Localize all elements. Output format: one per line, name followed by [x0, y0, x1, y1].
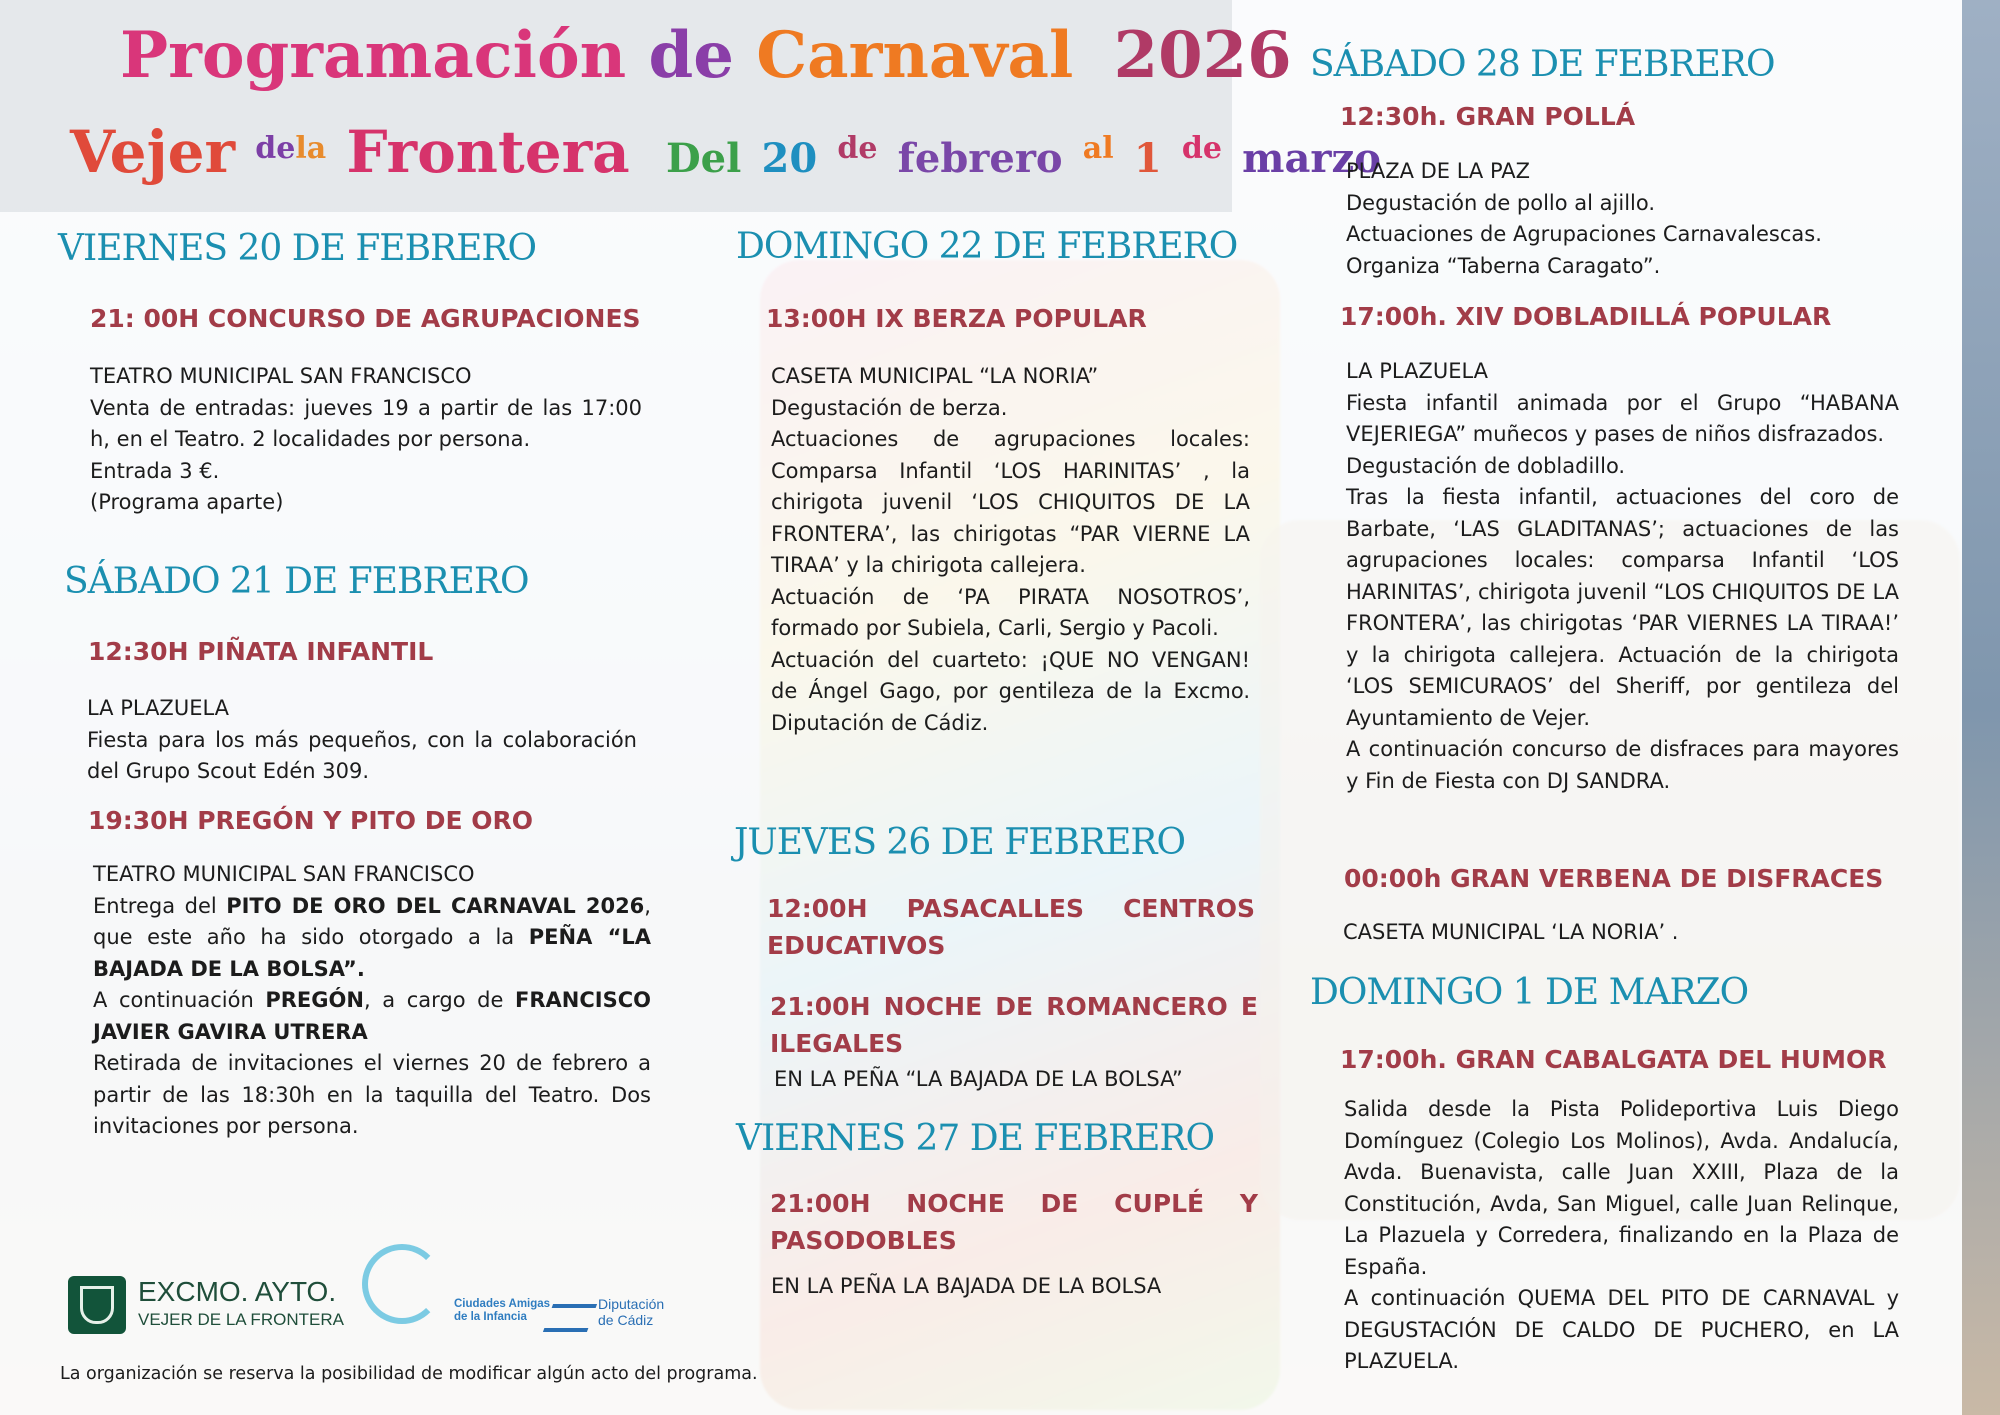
pito-de-oro-label: PITO DE ORO DEL CARNAVAL 2026 [226, 893, 645, 918]
event-title-berza: 13:00H IX BERZA POPULAR [766, 304, 1147, 333]
subtitle-de3: de [1181, 131, 1222, 166]
day-heading-domingo-1: DOMINGO 1 DE MARZO [1310, 972, 1749, 1013]
subtitle-de: de [255, 131, 296, 166]
event-place-romancero: EN LA PEÑA “LA BAJADA DE LA BOLSA” [774, 1067, 1183, 1091]
event-text: Degustación de dobladillo. [1346, 453, 1626, 478]
event-text: Salida desde la Pista Polideportiva Luis Diego Domínguez (Colegio Los Molinos), Avda. Andalucía, Avda. Buenavista, calle Juan XXIII, Plaza de la Constitución, Avda, San Miguel, calle Juan Relinque, La Plazuela y Corredera, finalizando en la Plaza de España. [1344, 1097, 1899, 1279]
event-text: Organiza “Taberna Caragato”. [1346, 253, 1661, 278]
event-title-dobladilla: 17:00h. XIV DOBLADILLÁ POPULAR [1340, 302, 1832, 331]
text-part: Entrega del [93, 893, 227, 918]
event-text: A continuación QUEMA DEL PITO DE CARNAVAL y DEGUSTACIÓN DE CALDO DE PUCHERO, en LA PLAZUELA. [1344, 1286, 1899, 1373]
event-details-polla [1346, 156, 1906, 282]
diputacion-text: Diputación de Cádiz [598, 1296, 665, 1328]
event-title-pasacalles: 12:00H PASACALLES CENTROS EDUCATIVOS [767, 894, 1255, 960]
event-details-pinata [87, 693, 637, 788]
event-place-verbena: CASETA MUNICIPAL ‘LA NORIA’ . [1343, 920, 1679, 944]
pregonero-name: FRANCISCO JAVIER GAVIRA UTRERA [93, 988, 651, 1044]
subtitle-de2: de [837, 131, 878, 166]
event-title-pinata: 12:30H PIÑATA INFANTIL [88, 637, 434, 666]
disclaimer-text: La organización se reserva la posibilidad de modificar algún acto del programa. [60, 1364, 758, 1384]
right-edge-photo [1962, 0, 2000, 1415]
ciudades-amigas-icon [362, 1244, 442, 1324]
ayuntamiento-logo [68, 1276, 348, 1336]
day-heading-viernes-20: VIERNES 20 DE FEBRERO [58, 228, 537, 269]
event-title-concurso: 21: 00H CONCURSO DE AGRUPACIONES [90, 304, 641, 333]
ciudades-amigas-text: Ciudades Amigas de la Infancia [454, 1298, 551, 1323]
event-text: Retirada de invitaciones el viernes 20 de febrero a partir de las 18:30h en la taquilla del Teatro. Dos invitaciones por persona. [93, 1051, 651, 1138]
subtitle-marzo: marzo [1242, 135, 1381, 182]
event-title-verbena: 00:00h GRAN VERBENA DE DISFRACES [1344, 864, 1884, 893]
event-text: A continuación concurso de disfraces para mayores y Fin de Fiesta con DJ SANDRA. [1346, 737, 1899, 793]
subtitle-frontera: Frontera [346, 118, 630, 186]
pregon-label: PREGÓN [265, 988, 364, 1012]
event-place: PLAZA DE LA PAZ [1346, 159, 1531, 183]
event-text: Tras la fiesta infantil, actuaciones del coro de Barbate, ‘LAS GLADITANAS’; actuaciones de las agrupaciones locales: comparsa Infantil ‘LOS HARINITAS’, chirigota juvenil “LOS CHIQUITOS DE LA FRONTERA’, las chirigotas ‘PAR VIERNES LA TIRAA!’ y la chirigota callejera. Actuación de la chirigota ‘LOS SEMICURAOS’ del Sheriff, por gentileza del Ayuntamiento de Vejer. [1346, 485, 1899, 730]
title-word-de: de [648, 18, 734, 93]
event-text: Fiesta infantil animada por el Grupo “HABANA VEJERIEGA” muñecos y pases de niños disfrazados. [1346, 390, 1899, 446]
day-heading-sabado-28: SÁBADO 28 DE FEBRERO [1310, 44, 1775, 85]
event-title-pregon: 19:30H PREGÓN Y PITO DE ORO [88, 806, 533, 835]
subtitle-febrero: febrero [897, 135, 1063, 182]
ayuntamiento-name: EXCMO. AYTO. [138, 1276, 337, 1307]
subtitle-20: 20 [761, 135, 818, 182]
event-text: Fiesta para los más pequeños, con la colaboración del Grupo Scout Edén 309. [87, 727, 637, 783]
event-title-romancero: 21:00H NOCHE DE ROMANCERO E ILEGALES [770, 992, 1258, 1058]
event-details-dobladilla [1346, 356, 1899, 797]
event-text: Actuación del cuarteto: ¡QUE NO VENGAN! de Ángel Gago, por gentileza de la Excmo. Diputación de Cádiz. [771, 647, 1250, 735]
event-title-polla: 12:30h. GRAN POLLÁ [1340, 102, 1636, 131]
event-text: Venta de entradas: jueves 19 a partir de las 17:00 h, en el Teatro. 2 localidades por persona. [90, 395, 642, 451]
event-text: Degustación de pollo al ajillo. [1346, 190, 1656, 215]
event-place: TEATRO MUNICIPAL SAN FRANCISCO [93, 862, 475, 886]
coat-of-arms-icon [68, 1276, 126, 1334]
subtitle-la: la [295, 131, 327, 166]
day-heading-viernes-27: VIERNES 27 DE FEBRERO [736, 1118, 1215, 1159]
event-title-cuple: 21:00H NOCHE DE CUPLÉ Y PASODOBLES [770, 1189, 1258, 1255]
text-part: , a cargo de [363, 988, 516, 1012]
subtitle-1: 1 [1133, 135, 1162, 182]
text-part: , que este año ha sido otorgado a la [93, 893, 651, 949]
day-heading-jueves-26: JUEVES 26 DE FEBRERO [734, 822, 1185, 863]
event-text [93, 985, 651, 1048]
event-details-berza [771, 361, 1250, 739]
event-text: Actuaciones de Agrupaciones Carnavalescas. [1346, 222, 1822, 246]
subtitle-vejer: Vejer [70, 118, 236, 186]
event-text: Entrada 3 €. [90, 458, 220, 483]
ciudades-amigas-logo [362, 1244, 551, 1344]
text-part: A continuación [93, 988, 266, 1012]
event-text: Degustación de berza. [771, 395, 1008, 420]
ayuntamiento-town: VEJER DE LA FRONTERA [138, 1310, 344, 1329]
event-place: CASETA MUNICIPAL “LA NORIA” [771, 364, 1099, 388]
event-details-concurso [90, 361, 642, 519]
event-place: TEATRO MUNICIPAL SAN FRANCISCO [90, 364, 472, 388]
event-place: LA PLAZUELA [87, 696, 230, 720]
title-word-carnaval: Carnaval [756, 18, 1074, 93]
event-title-cabalgata: 17:00h. GRAN CABALGATA DEL HUMOR [1340, 1045, 1887, 1074]
event-text: Actuaciones de agrupaciones locales: Comparsa Infantil ‘LOS HARINITAS’ , la chirigota juvenil ‘LOS CHIQUITOS DE LA FRONTERA’, las chirigotas “PAR VIERNE LA TIRAA’ y la chirigota callejera. [771, 427, 1250, 577]
event-text: Actuación de ‘PA PIRATA NOSOTROS’, formado por Subiela, Carli, Sergio y Pacoli. [771, 584, 1250, 640]
event-text: (Programa aparte) [90, 490, 284, 514]
event-details-pregon [93, 859, 651, 1143]
day-heading-domingo-22: DOMINGO 22 DE FEBRERO [736, 226, 1238, 267]
title-word-programacion: Programación [120, 18, 627, 93]
diputacion-icon [543, 1304, 597, 1332]
pena-name: PEÑA “LA BAJADA DE LA BOLSA”. [93, 925, 652, 981]
event-details-cabalgata [1344, 1094, 1899, 1378]
day-heading-sabado-21: SÁBADO 21 DE FEBRERO [64, 561, 529, 602]
title-word-year: 2026 [1113, 18, 1292, 93]
page-subtitle [70, 118, 1381, 198]
event-place: LA PLAZUELA [1346, 359, 1489, 383]
event-text [93, 891, 651, 986]
subtitle-al: al [1082, 131, 1114, 166]
diputacion-logo [548, 1296, 678, 1336]
subtitle-del: Del [665, 135, 742, 182]
event-place-cuple: EN LA PEÑA LA BAJADA DE LA BOLSA [771, 1274, 1162, 1298]
page-title [120, 18, 1292, 108]
